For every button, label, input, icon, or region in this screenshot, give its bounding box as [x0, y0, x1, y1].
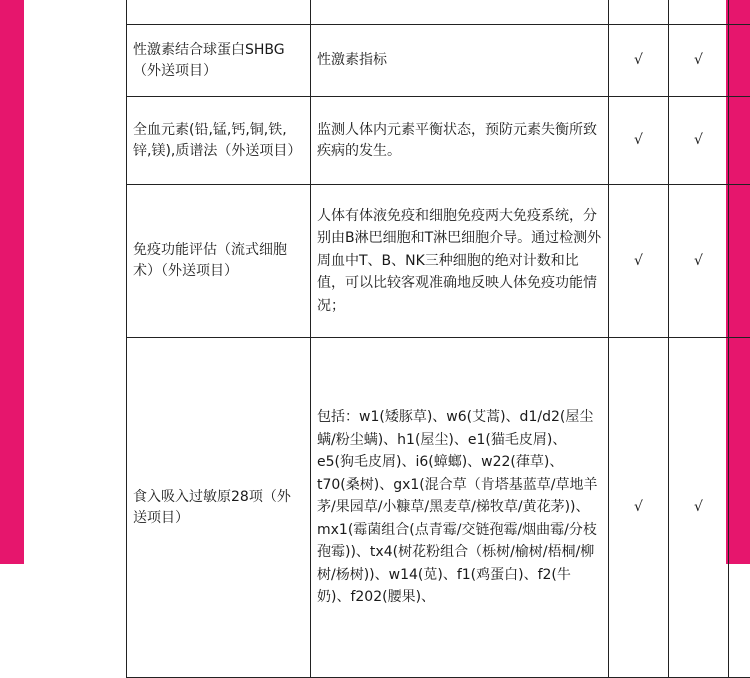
package-2-check [669, 0, 729, 25]
item-description: 性激素指标 [311, 25, 609, 97]
package-1-check: √ [609, 185, 669, 338]
item-description: 人体有体液免疫和细胞免疫两大免疫系统，分别由B淋巴细胞和T淋巴细胞介导。通过检测外周血中T、B、NK三种细胞的绝对计数和比值，可以比较客观准确地反映人体免疫功能情况； [311, 185, 609, 338]
package-1-check: √ [609, 25, 669, 97]
package-1-check [609, 0, 669, 25]
item-description: 监测人体内元素平衡状态，预防元素失衡所致疾病的发生。 [311, 97, 609, 185]
document-page [24, 0, 726, 564]
empty-cell [729, 97, 750, 185]
item-name [127, 0, 311, 25]
empty-cell [729, 25, 750, 97]
package-2-check: √ [669, 97, 729, 185]
item-description: 包括：w1(矮豚草)、w6(艾蒿)、d1/d2(屋尘螨/粉尘螨)、h1(屋尘)、e1(猫毛皮屑)、e5(狗毛皮屑)、i6(蟑螂)、w22(葎草)、t70(桑树)、gx1(混合草（肯塔基蓝草/草地羊茅/果园草/小糠草/黑麦草/梯牧草/黄花茅))、mx1(霉菌组合(点青霉/交链孢霉/烟曲霉/分枝孢霉))、tx4(树花粉组合（栎树/榆树/梧桐/柳树/杨树))、w14(苋)、f1(鸡蛋白)、f2(牛奶)、f202(腰果)、 [311, 338, 609, 678]
checkup-items-table [126, 0, 750, 678]
item-name: 性激素结合球蛋白SHBG（外送项目） [127, 25, 311, 97]
package-2-check: √ [669, 338, 729, 678]
empty-cell [729, 0, 750, 25]
package-1-check: √ [609, 97, 669, 185]
table-row [127, 25, 750, 97]
item-name: 食入吸入过敏原28项（外送项目） [127, 338, 311, 678]
table-row [127, 0, 750, 25]
empty-cell [729, 338, 750, 678]
package-1-check: √ [609, 338, 669, 678]
empty-cell [729, 185, 750, 338]
item-name: 免疫功能评估（流式细胞术）（外送项目） [127, 185, 311, 338]
left-accent-bar [0, 0, 24, 564]
table-row [127, 185, 750, 338]
item-name: 全血元素(铅,锰,钙,铜,铁,锌,镁),质谱法（外送项目） [127, 97, 311, 185]
package-2-check: √ [669, 185, 729, 338]
table-row [127, 97, 750, 185]
table-row [127, 338, 750, 678]
item-description [311, 0, 609, 25]
package-2-check: √ [669, 25, 729, 97]
